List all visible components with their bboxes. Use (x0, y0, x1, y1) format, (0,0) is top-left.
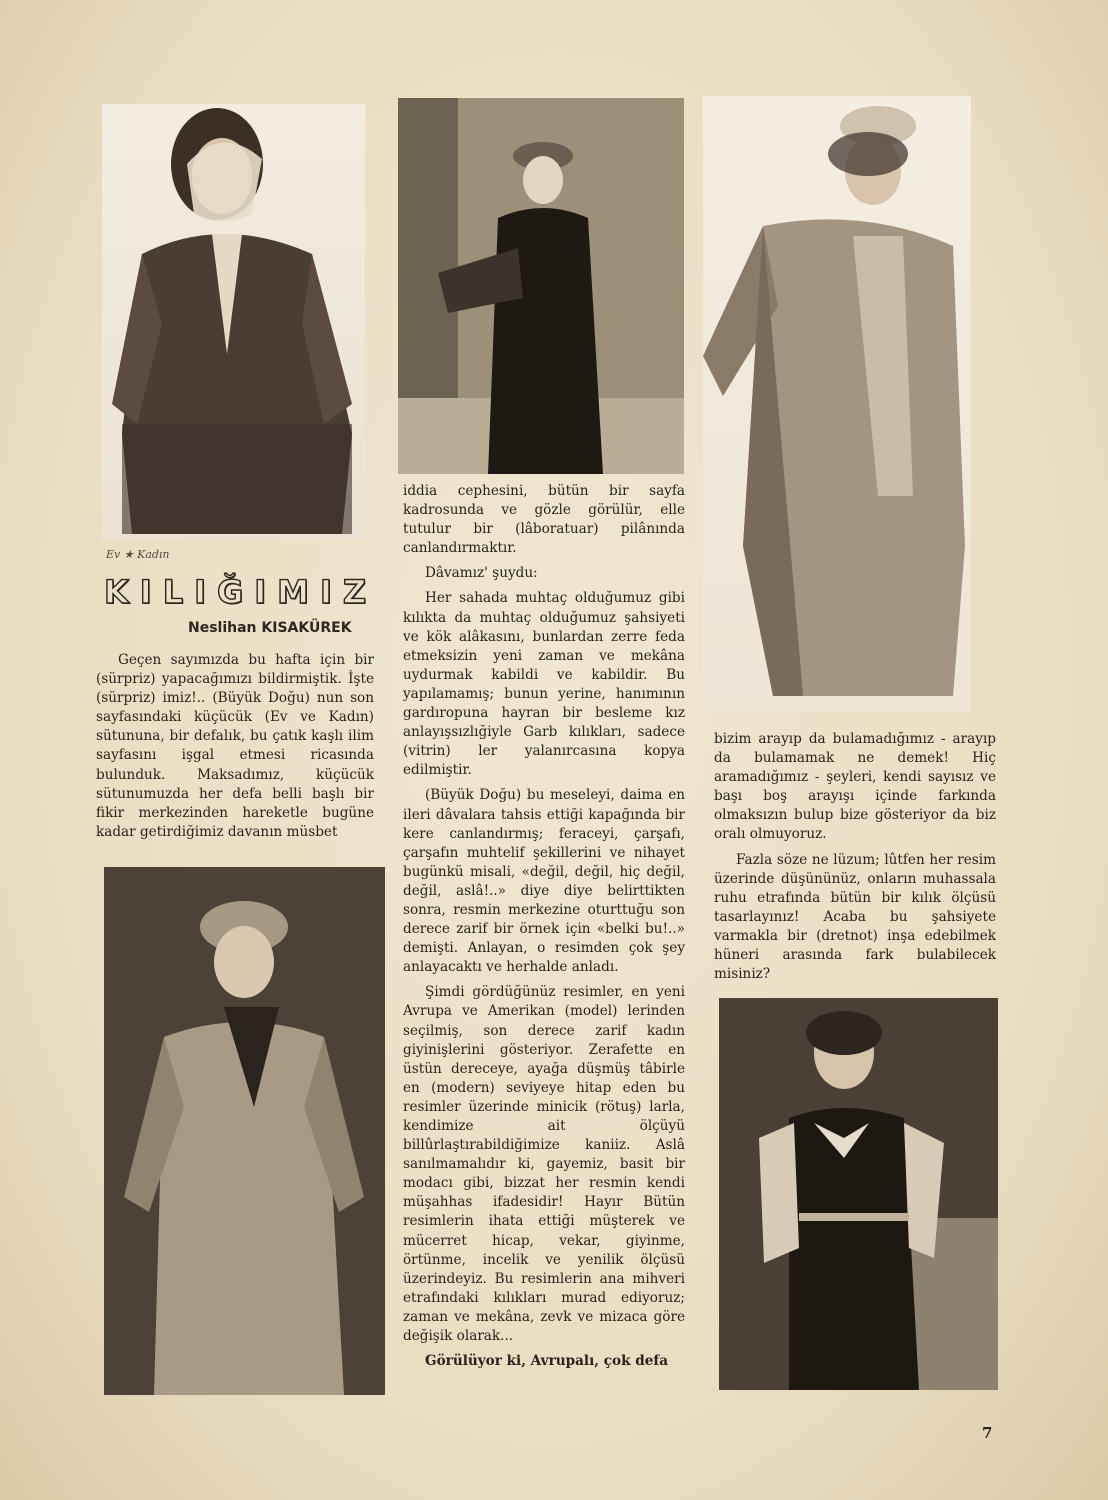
page-number: 7 (982, 1424, 993, 1442)
paragraph: Her sahada muhtaç olduğumuz gibi kılıkta da muhtaç olduğumuz şahsiyeti ve kök alâkasını, bunlardan zerre feda etmeksizin yeni zaman ve mekâna uydurmak kabildi ve kabildir. Bu yapılamamış; bunun yerine, hanımının gardıropuna hayran bir besleme kız anlayışsızlığiyle Garb kılıkları, sadece (vitrin) ler yalanırcasına kopya edilmiştir. (403, 590, 685, 779)
author-byline: Neslihan KISAKÜREK (188, 620, 352, 636)
fashion-photo-fur-coat (102, 104, 365, 540)
text-column-middle (403, 482, 685, 1371)
fashion-photo-long-coat (703, 96, 971, 712)
paragraph: Geçen sayımızda bu hafta için bir (sürpriz) yapacağımızı bildirmiştik. İşte (sürpriz) imiz!.. (Büyük Doğu) nun son sayfasındaki küçücük (Ev ve Kadın) sütununa, bir defalık, bu çatık kaşlı ilim sayfasını işgal etmesi ricasında bulunduk. Maksadımız, küçücük sütunumuzda her defa belli başlı bir fikir merkezinden hareketle bugüne kadar getirdiğimiz davanın müsbet (96, 652, 374, 840)
paragraph: iddia cephesini, bütün bir sayfa kadrosunda ve gözle görülür, elle tutulur bir (lâboratuar) pilânında canlandırmaktır. (403, 483, 685, 557)
text-column-left (96, 651, 374, 842)
fashion-photo-suit (104, 867, 385, 1395)
article-title: KILIĞIMIZ (104, 573, 378, 611)
paragraph: Dâvamız' şuydu: (425, 565, 538, 582)
section-kicker: Ev ★ Kadın (106, 548, 170, 561)
text-column-right (714, 730, 996, 984)
paragraph: Fazla söze ne lüzum; lûtfen her resim üzerinde düşününüz, onların muhassala ruhu etrafında bütün bir kılık ölçüsü tasarlayınız! Acaba bu şahsiyete varmakla bir (dretnot) inşa edebilmek hüneri arasında fark bulabilecek misiniz? (714, 851, 996, 983)
fashion-photo-woman-reading (398, 98, 684, 474)
paragraph: Görülüyor ki, Avrupalı, çok defa (425, 1353, 669, 1370)
paragraph: bizim arayıp da bulamadığımız - arayıp da bulamamak ne demek! Hiç aramadığımız - şeyleri, kendi sayısız ve başı boş arayışı içinde farkında olmaksızın bulup bize gösteriyor da biz oralı olmuyoruz. (714, 731, 996, 843)
paragraph: (Büyük Doğu) bu meseleyi, daima en ileri dâvalara tahsis ettiği kapağında bir kere canlandırmış; feraceyi, çarşafı, çarşafın muhtelif şekillerini ve nihayet bugünkü misali, «değil, değil, hiç değil, değil, aslâ!..» diye diye belirttikten sonra, resmin merkezine oturttuğu son derece zarif bir örnek için «belki bu!..» demişti. Anlayan, o resimden çok şey anlayacaktı ve herhalde anladı. (403, 787, 685, 976)
paragraph: Şimdi gördüğünüz resimler, en yeni Avrupa ve Amerikan (model) lerinden seçilmiş, son derece zarif kadın giyinişlerini gösteriyor. Zerafette en üstün dereceye, ayağa düşmüş tâbirle en (modern) seviyeye hitap eden bu resimler üzerinde minicik (rötuş) larla, kendimize ait ölçüyü billûrlaştırabildiğimize kaniiz. Aslâ sanılmamalıdır ki, gayemiz, basit bir modacı gibi, bizzat her resmin kendi müşahhas ifadesidir! Hayır Bütün resimlerin ihata ettiği müşterek ve mücerret hicap, vekar, giyinme, örtünme, incelik ve yenilik ölçüsü üzerindeyiz. Bu resimlerin ana mihveri etrafındaki kılıkları murad ediyoruz; zaman ve mekâna, zevk ve mizaca göre değişik olarak... (403, 984, 685, 1345)
fashion-photo-dark-dress (719, 998, 998, 1390)
